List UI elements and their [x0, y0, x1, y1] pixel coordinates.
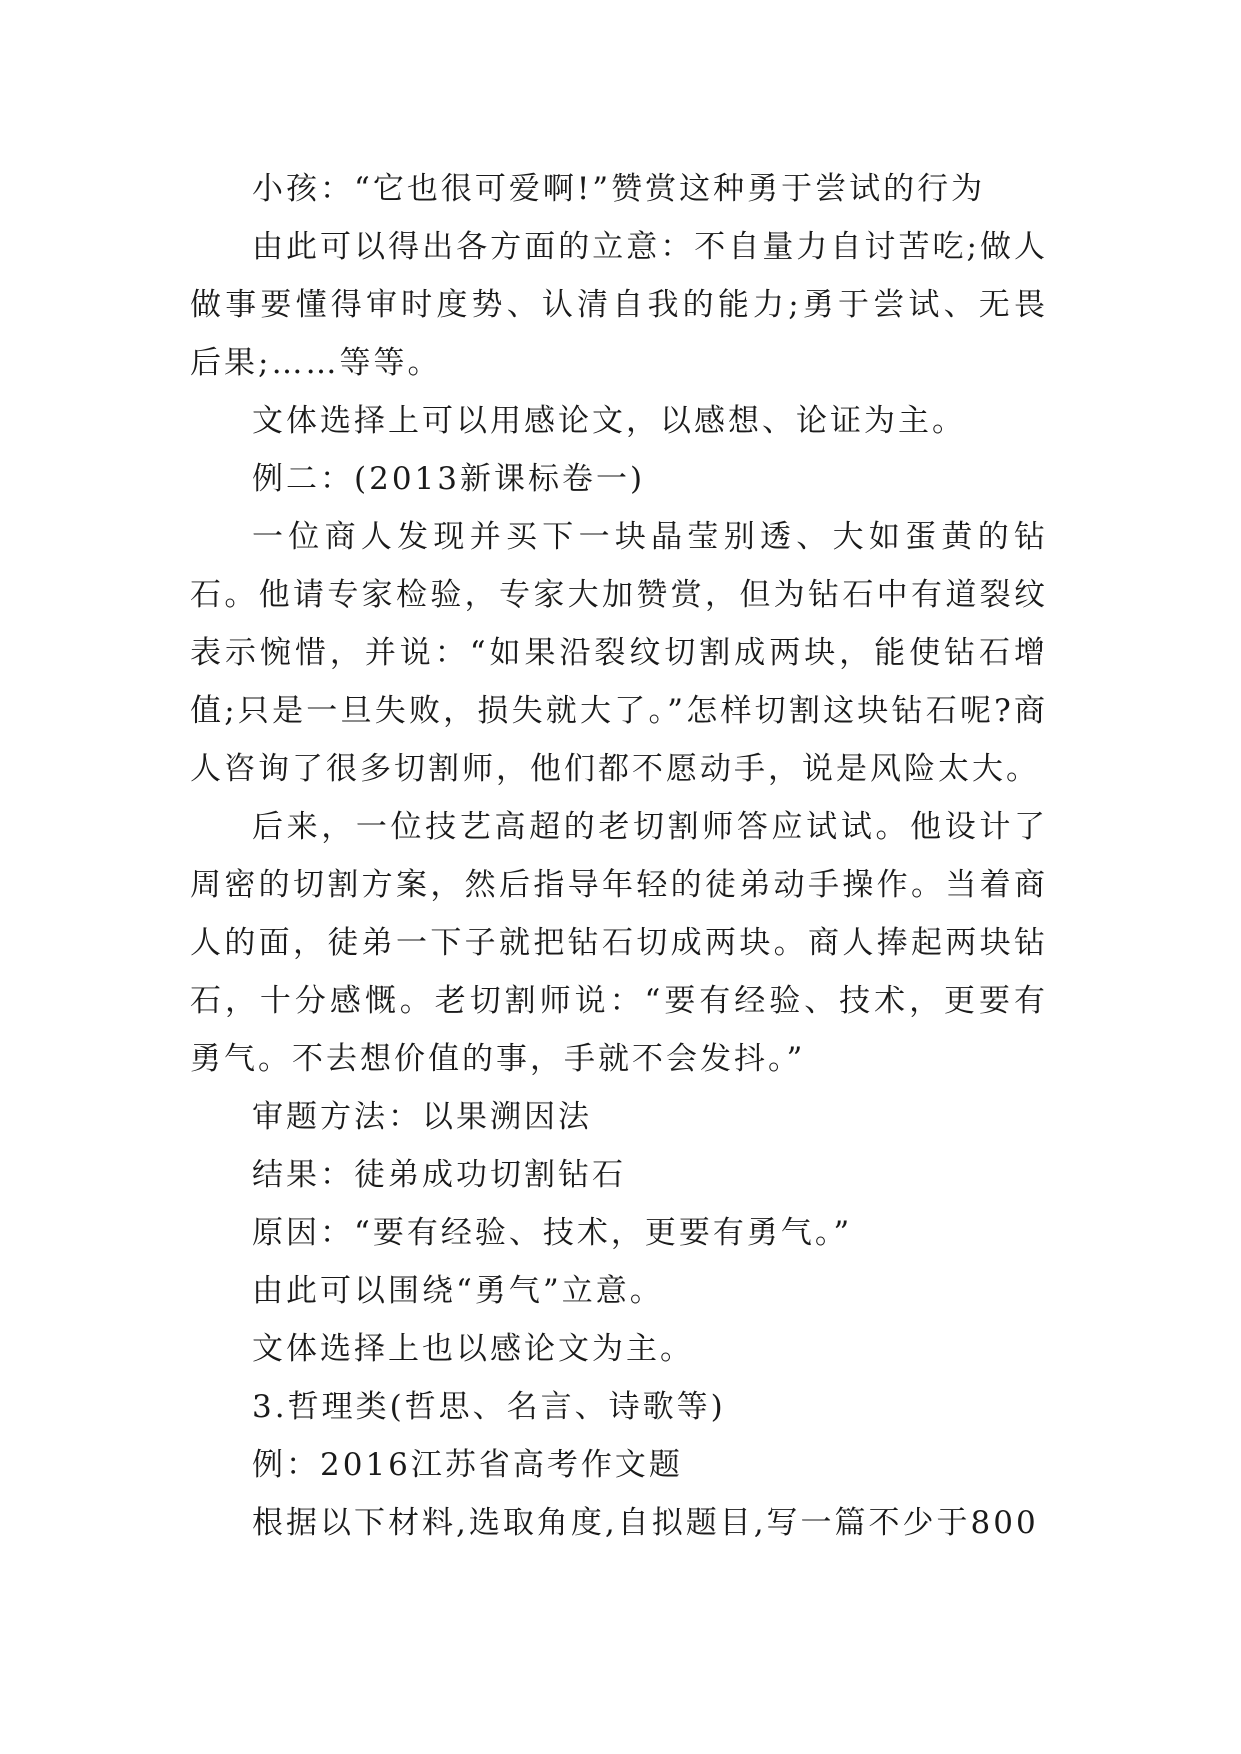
paragraph-genre-two: 文体选择上也以感论文为主。 [252, 1331, 694, 1367]
paragraph-theme-courage: 由此可以围绕“勇气”立意。 [252, 1273, 664, 1309]
paragraph-example-jiangsu: 例：2016江苏省高考作文题 [252, 1447, 683, 1483]
paragraph-example-two-heading: 例二：(2013新课标卷一) [252, 461, 646, 497]
paragraph-child-praise: 小孩：“它也很可爱啊!”赞赏这种勇于尝试的行为 [252, 171, 986, 207]
paragraph-section-philosophy: 3.哲理类(哲思、名言、诗歌等) [252, 1389, 726, 1425]
paragraph-cutter-story: 后来，一位技艺高超的老切割师答应试试。他设计了周密的切割方案，然后指导年轻的徒弟动手操作。当着商人的面，徒弟一下子就把钻石切成两块。商人捧起两块钻石，十分感慨。老切割师说：“要有经验、技术，更要有勇气。不去想价值的事，手就不会发抖。” [190, 809, 1048, 1077]
paragraph-cause: 原因：“要有经验、技术，更要有勇气。” [252, 1215, 853, 1251]
paragraph-genre-one: 文体选择上可以用感论文，以感想、论证为主。 [252, 403, 966, 439]
paragraph-method: 审题方法：以果溯因法 [252, 1099, 592, 1135]
paragraph-diamond-story: 一位商人发现并买下一块晶莹别透、大如蛋黄的钻石。他请专家检验，专家大加赞赏，但为钻石中有道裂纹表示惋惜，并说：“如果沿裂纹切割成两块，能使钻石增值;只是一旦失败，损失就大了。”怎样切割这块钻石呢?商人咨询了很多切割师，他们都不愿动手，说是风险太大。 [190, 519, 1048, 787]
paragraph-themes: 由此可以得出各方面的立意：不自量力自讨苦吃;做人做事要懂得审时度势、认清自我的能力;勇于尝试、无畏后果;……等等。 [190, 229, 1048, 381]
paragraph-result: 结果：徒弟成功切割钻石 [252, 1157, 626, 1193]
document-body [190, 160, 1048, 1552]
paragraph-instruction: 根据以下材料,选取角度,自拟题目,写一篇不少于800 [252, 1505, 1039, 1541]
